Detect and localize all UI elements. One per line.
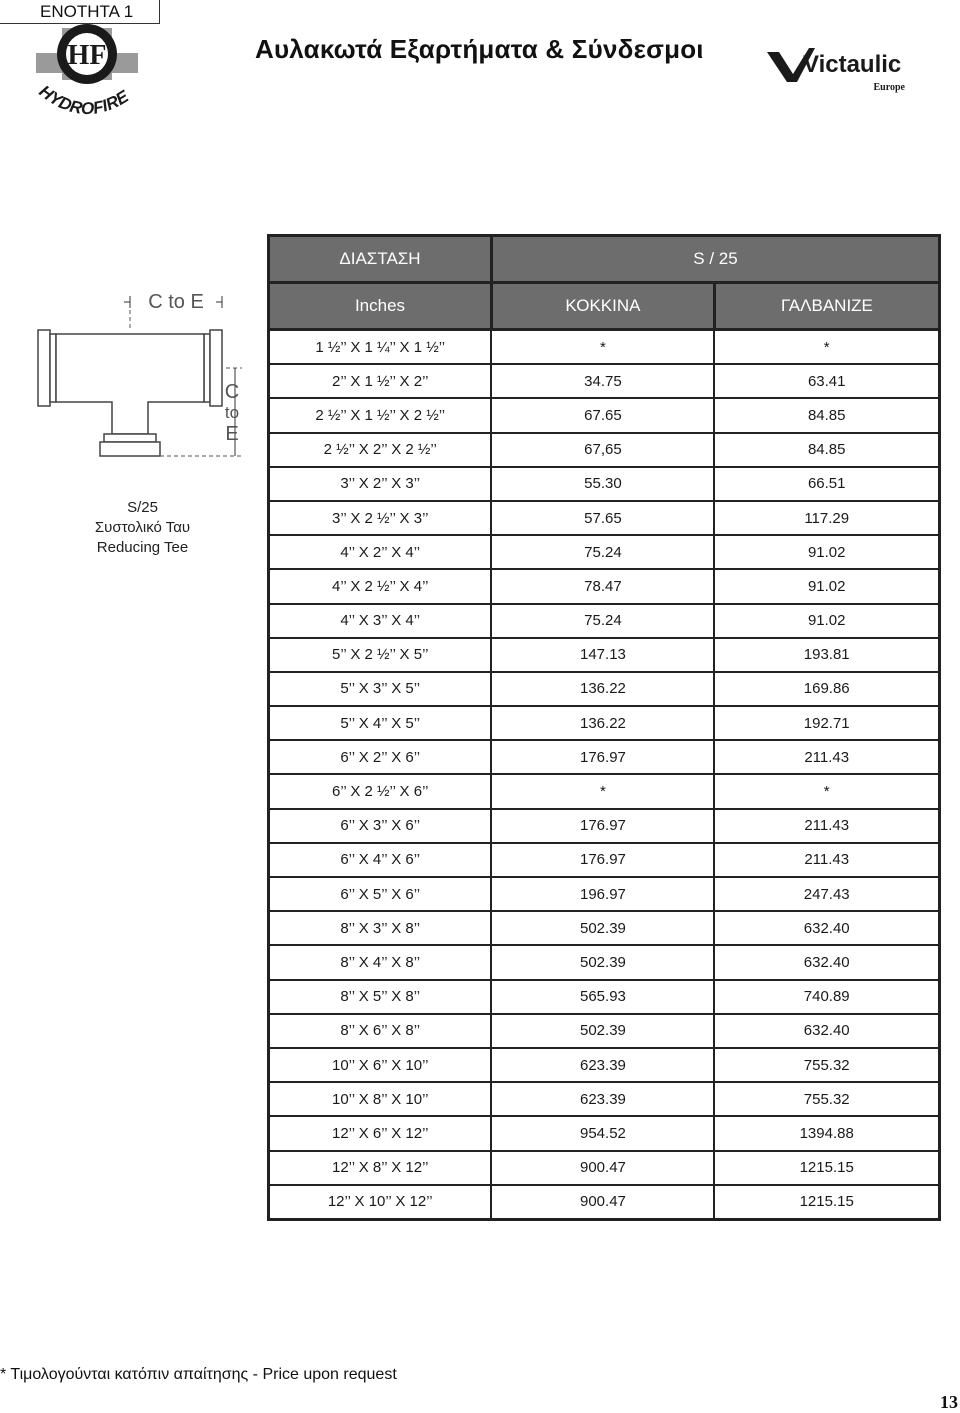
galvanized-price-cell: 755.32 (714, 1048, 939, 1082)
galvanized-price-cell: 117.29 (714, 501, 939, 535)
size-cell: 4’’ X 3’’ X 4’’ (269, 604, 492, 638)
galvanized-price-cell: * (714, 774, 939, 808)
header-dimension: ΔΙΑΣΤΑΣΗ (269, 236, 492, 283)
galvanized-price-cell: 632.40 (714, 945, 939, 979)
size-cell: 2 ½’’ X 2’’ X 2 ½’’ (269, 433, 492, 467)
svg-text:to: to (224, 403, 240, 422)
red-price-cell: 954.52 (491, 1116, 714, 1150)
red-price-cell: 55.30 (491, 467, 714, 501)
section-label: ΕΝΟΤΗΤΑ 1 (0, 0, 160, 24)
header-series: S / 25 (491, 236, 939, 283)
product-label (60, 498, 225, 558)
table-subheader-row (269, 283, 940, 330)
galvanized-price-cell: 755.32 (714, 1082, 939, 1116)
hydrofire-logo (22, 18, 152, 138)
size-cell: 8’’ X 3’’ X 8’’ (269, 911, 492, 945)
galvanized-price-cell: 192.71 (714, 706, 939, 740)
page-number: 13 (940, 1392, 958, 1412)
galvanized-price-cell: 247.43 (714, 877, 939, 911)
size-cell: 4’’ X 2’’ X 4’’ (269, 535, 492, 569)
red-price-cell: 196.97 (491, 877, 714, 911)
table-row (269, 809, 940, 843)
galvanized-price-cell: 1215.15 (714, 1151, 939, 1185)
size-cell: 3’’ X 2 ½’’ X 3’’ (269, 501, 492, 535)
galvanized-price-cell: 66.51 (714, 467, 939, 501)
table-row (269, 843, 940, 877)
footnote: * Τιμολογούνται κατόπιν απαίτησης - Price upon request (0, 1366, 397, 1383)
red-price-cell: 565.93 (491, 980, 714, 1014)
table-row (269, 672, 940, 706)
red-price-cell: 623.39 (491, 1048, 714, 1082)
page-title: Αυλακωτά Εξαρτήματα & Σύνδεσμοι (255, 34, 704, 64)
red-price-cell: 57.65 (491, 501, 714, 535)
size-cell: 6’’ X 4’’ X 6’’ (269, 843, 492, 877)
galvanized-price-cell: 91.02 (714, 604, 939, 638)
table-row (269, 501, 940, 535)
red-price-cell: 502.39 (491, 1014, 714, 1048)
size-cell: 5’’ X 3’’ X 5’’ (269, 672, 492, 706)
galvanized-price-cell: 740.89 (714, 980, 939, 1014)
table-row (269, 364, 940, 398)
svg-text:C: C (224, 381, 240, 403)
table-row (269, 535, 940, 569)
table-row (269, 1082, 940, 1116)
red-price-cell: 136.22 (491, 706, 714, 740)
galvanized-price-cell: 211.43 (714, 740, 939, 774)
galvanized-price-cell: 84.85 (714, 433, 939, 467)
size-cell: 6’’ X 3’’ X 6’’ (269, 809, 492, 843)
size-cell: 12’’ X 6’’ X 12’’ (269, 1116, 492, 1150)
red-price-cell: 502.39 (491, 911, 714, 945)
red-price-cell: 176.97 (491, 843, 714, 877)
size-cell: 6’’ X 2 ½’’ X 6’’ (269, 774, 492, 808)
red-price-cell: * (491, 330, 714, 365)
galvanized-price-cell: 91.02 (714, 535, 939, 569)
red-price-cell: 75.24 (491, 535, 714, 569)
red-price-cell: 623.39 (491, 1082, 714, 1116)
red-price-cell: 176.97 (491, 740, 714, 774)
galvanized-price-cell: * (714, 330, 939, 365)
red-price-cell: 67.65 (491, 398, 714, 432)
size-cell: 1 ½’’ X 1 ¼’’ X 1 ½’’ (269, 330, 492, 365)
svg-text:HYDROFIRE: HYDROFIRE (35, 81, 132, 119)
galvanized-price-cell: 211.43 (714, 809, 939, 843)
galvanized-price-cell: 193.81 (714, 638, 939, 672)
size-cell: 8’’ X 4’’ X 8’’ (269, 945, 492, 979)
table-row (269, 911, 940, 945)
size-cell: 12’’ X 10’’ X 12’’ (269, 1185, 492, 1220)
galvanized-price-cell: 1215.15 (714, 1185, 939, 1220)
red-price-cell: * (491, 774, 714, 808)
table-row (269, 706, 940, 740)
table-row (269, 1185, 940, 1220)
size-cell: 5’’ X 4’’ X 5’’ (269, 706, 492, 740)
table-row (269, 1116, 940, 1150)
size-cell: 8’’ X 6’’ X 8’’ (269, 1014, 492, 1048)
table-header-row (269, 236, 940, 283)
size-cell: 4’’ X 2 ½’’ X 4’’ (269, 569, 492, 603)
svg-text:Victaulic: Victaulic (803, 51, 902, 78)
size-cell: 3’’ X 2’’ X 3’’ (269, 467, 492, 501)
galvanized-price-cell: 169.86 (714, 672, 939, 706)
table-row (269, 1151, 940, 1185)
table-row (269, 467, 940, 501)
table-row (269, 945, 940, 979)
reducing-tee-drawing (30, 288, 250, 468)
table-row (269, 604, 940, 638)
red-price-cell: 34.75 (491, 364, 714, 398)
table-row (269, 980, 940, 1014)
size-cell: 6’’ X 5’’ X 6’’ (269, 877, 492, 911)
galvanized-price-cell: 211.43 (714, 843, 939, 877)
size-cell: 2 ½’’ X 1 ½’’ X 2 ½’’ (269, 398, 492, 432)
size-cell: 5’’ X 2 ½’’ X 5’’ (269, 638, 492, 672)
product-name-greek: Συστολικό Ταυ (94, 519, 191, 536)
red-price-cell: 78.47 (491, 569, 714, 603)
table-row (269, 1048, 940, 1082)
table-row (269, 569, 940, 603)
size-cell: 2’’ X 1 ½’’ X 2’’ (269, 364, 492, 398)
product-name-english: Reducing Tee (96, 539, 189, 556)
red-price-cell: 67,65 (491, 433, 714, 467)
galvanized-price-cell: 1394.88 (714, 1116, 939, 1150)
galvanized-price-cell: 632.40 (714, 1014, 939, 1048)
svg-text:HF: HF (67, 40, 107, 71)
size-cell: 10’’ X 6’’ X 10’’ (269, 1048, 492, 1082)
red-price-cell: 900.47 (491, 1151, 714, 1185)
price-table (267, 234, 941, 1221)
galvanized-price-cell: 84.85 (714, 398, 939, 432)
table-row (269, 330, 940, 365)
header-red: ΚΟΚΚΙΝΑ (491, 283, 714, 330)
svg-text:E: E (225, 423, 239, 445)
table-row (269, 1014, 940, 1048)
galvanized-price-cell: 632.40 (714, 911, 939, 945)
product-code: S/25 (127, 499, 158, 516)
table-row (269, 433, 940, 467)
size-cell: 10’’ X 8’’ X 10’’ (269, 1082, 492, 1116)
table-row (269, 638, 940, 672)
header-galvanized: ΓΑΛΒΑΝΙΖΕ (714, 283, 939, 330)
red-price-cell: 176.97 (491, 809, 714, 843)
red-price-cell: 136.22 (491, 672, 714, 706)
table-row (269, 740, 940, 774)
galvanized-price-cell: 91.02 (714, 569, 939, 603)
red-price-cell: 147.13 (491, 638, 714, 672)
table-row (269, 774, 940, 808)
galvanized-price-cell: 63.41 (714, 364, 939, 398)
size-cell: 6’’ X 2’’ X 6’’ (269, 740, 492, 774)
size-cell: 12’’ X 8’’ X 12’’ (269, 1151, 492, 1185)
red-price-cell: 502.39 (491, 945, 714, 979)
size-cell: 8’’ X 5’’ X 8’’ (269, 980, 492, 1014)
svg-text:C to E: C to E (148, 291, 204, 313)
victaulic-logo (765, 44, 940, 94)
svg-text:Europe: Europe (873, 82, 905, 93)
red-price-cell: 900.47 (491, 1185, 714, 1220)
red-price-cell: 75.24 (491, 604, 714, 638)
table-row (269, 877, 940, 911)
header-inches: Inches (269, 283, 492, 330)
table-row (269, 398, 940, 432)
